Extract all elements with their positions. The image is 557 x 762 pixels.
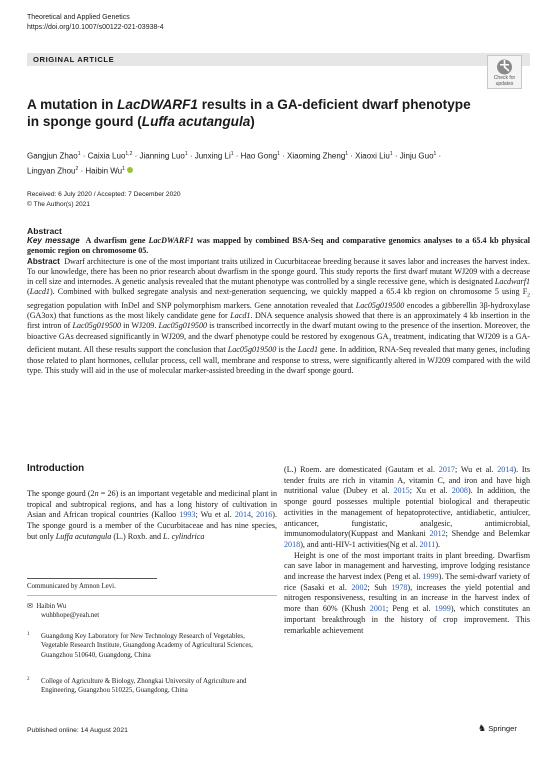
journal-name: Theoretical and Applied Genetics — [27, 14, 130, 21]
title-part: A mutation in — [27, 97, 118, 112]
article-type-label: ORIGINAL ARTICLE — [33, 55, 115, 64]
title-species: Luffa acutangula — [141, 114, 251, 129]
title-gene: LacDWARF1 — [117, 97, 198, 112]
author[interactable]: Xiaoming Zheng — [287, 151, 346, 161]
key-message: Key message A dwarfism gene LacDWARF1 was mapped by combined BSA-Seq and comparative genomics analyses to a 65.4 kb physical genomic region on chromosome 05. — [27, 236, 530, 256]
check-for-updates-badge[interactable] — [487, 55, 522, 89]
publisher-logo — [478, 724, 517, 734]
introduction-heading: Introduction — [27, 463, 85, 474]
author[interactable]: Haibin Wu — [85, 166, 123, 176]
check-updates-line2: updates — [495, 80, 514, 87]
author[interactable]: Jianning Luo — [139, 151, 185, 161]
title-part: in sponge gourd ( — [27, 114, 142, 129]
author[interactable]: Hao Gong — [240, 151, 278, 161]
doi-link[interactable]: https://doi.org/10.1007/s00122-021-03938-4 — [27, 24, 164, 31]
published-online: Published online: 14 August 2021 — [27, 727, 128, 734]
received-accepted: Received: 6 July 2020 / Accepted: 7 December 2020 — [27, 191, 181, 198]
author[interactable]: Lingyan Zhou — [27, 166, 76, 176]
intro-right-column — [284, 465, 530, 636]
abstract-label: Abstract — [27, 256, 60, 266]
corresponding-name: Haibin Wu — [36, 603, 67, 610]
key-message-label: Key message — [27, 236, 80, 246]
author[interactable]: Xiaoxi Liu — [355, 151, 390, 161]
footnote-divider — [27, 595, 277, 596]
publisher-name: Springer — [488, 724, 517, 733]
article-dates — [27, 190, 181, 209]
communicated-by: Communicated by Amnon Levi. — [27, 583, 116, 590]
check-updates-line1: Check for — [493, 75, 516, 81]
footnote-divider — [27, 578, 157, 579]
title-part: results in a GA-deficient dwarf phenotype — [197, 97, 471, 112]
journal-header — [27, 13, 164, 33]
copyright: © The Author(s) 2021 — [27, 200, 91, 208]
author[interactable]: Gangjun Zhao — [27, 151, 78, 161]
intro-paragraph: (L.) Roem. are domesticated (Gautam et al. 2017; Wu et al. 2014). Its tender fruits are rich in vitamin A, vitamin C, and iron and have high nutritional value (Dubey et al. 2015; Xu et al. 2008). In addition, the sponge gourd possesses multiple potential biological and therapeutic activities in the management of hepatoprotective, antidiabetic, antiulcer, anticancer, fungistatic, analgesic, antimicrobial, immunomodulatory(Kuppast and Mankani 2012; Shendge and Belemkar 2018), and anti-HIV-1 activities(Ng et al. 2011). — [284, 465, 531, 549]
intro-paragraph: Height is one of the most important traits in plant breeding. Dwarfism can save labor in management and harvesting, improve lodging resistance and increase the harvest index (Peng et al. 1999). The semi-dwarf variety of rice (Sasaki et al. 2002; Suh 1978), increases the yield potential and nitrogen responsiveness, resulting in an increase in the harvest index of more than 60% (Khush 2001; Peng et al. 1999), which constitutes an important breakthrough in the history of crop improvement. This remarkable achievement — [284, 550, 531, 635]
intro-left-column — [27, 489, 277, 543]
abstract-heading: Abstract — [27, 226, 62, 236]
corresponding-email[interactable]: wuhbhope@yeah.net — [41, 612, 100, 620]
article-title — [27, 96, 507, 130]
springer-horse-icon: ♞ — [478, 724, 487, 734]
abstract-section — [27, 226, 530, 376]
affiliation: 2 College of Agriculture & Biology, Zhongkai University of Agriculture and Engineering, Guangzhou 510225, Guangdong, China — [27, 677, 247, 695]
author[interactable]: Caixia Luo — [87, 151, 126, 161]
orcid-icon[interactable] — [127, 167, 133, 173]
author-list: Gangjun Zhao$^1$ · Caixia Luo$^{1,2}$ · Jianning Luo$^1$ · Junxing $Li^1$ · Hao Gong$^1$ · Xiaoming Zheng$^1$ · Xiaoxi Liu$^1$ · Jinju Guo$^1$ · Lingyan Zhou$^2$ · Haibin Wu$^1$ — [27, 151, 442, 176]
title-part: ) — [250, 114, 255, 129]
author[interactable]: Junxing Li — [194, 151, 231, 161]
abstract-text: Abstract Dwarf architecture is one of the most important traits utilized in Cucurbitaceae breeding because it saves labor and increases the harvest index. To our knowledge, there has been no prior research about dwarfism in the sponge gourd. This study reports the first dwarf mutant WJ209 with a decrease in cell size and internodes. A genetic analysis revealed that the mutant phenotype was controlled by a single recessive gene, which is designated Lacdwarf1 (Lacd1). Combined with bulked segregate analysis and next-generation sequencing, we quickly mapped a 65.4 kb region on chromosome 5 using $F_2$ segregation population with InDel and SNP polymorphism markers. Gene annotation revealed that Lac05g019500 encodes a gibberellin 3β-hydroxylase (GA3ox) that functions as the most likely candidate gene for Lacd1. DNA sequence analysis showed that there is an approximately 4 kb insertion in the first intron of Lac05g019500 in WJ209. Lac05g019500 is transcribed incorrectly in the dwarf mutant owing to the presence of the insertion. Moreover, the bioactive GAs decreased significantly in WJ209, and the dwarf phenotype could be restored by exogenous $GA_3$ treatment, indicating that WJ209 is a GA-deficient mutant. All these results support the conclusion that Lac05g019500 is the Lacd1 gene. In addition, RNA-Seq revealed that many genes, including those related to plant hormones, cellular process, cell wall, membrane and response to stress, were significantly altered in WJ209 compared with the wild type. This study will aid in the use of molecular marker-assisted breeding in the dwarf sponge gourd. — [27, 256, 531, 375]
mail-icon: ✉ — [27, 602, 33, 610]
intro-paragraph: The sponge gourd (2n = 26) is an important vegetable and medicinal plant in tropical and subtropical regions, and has a long history of cultivation in Asian and African tropical countries (Kalloo 1993; Wu et al. 2014, 2016). The sponge gourd is a member of the Cucurbitaceae and has nine species, but only Luffa acutangula (L.) Roxb. and L. cylindrica — [27, 489, 278, 541]
author[interactable]: Jinju Guo — [399, 151, 434, 161]
corresponding-author — [27, 602, 99, 621]
affiliation: 1 Guangdong Key Laboratory for New Technology Research of Vegetables, Vegetable Research Institute, Guangdong Academy of Agricultural Sciences, Guangzhou 510640, Guangdong, China — [27, 632, 253, 659]
